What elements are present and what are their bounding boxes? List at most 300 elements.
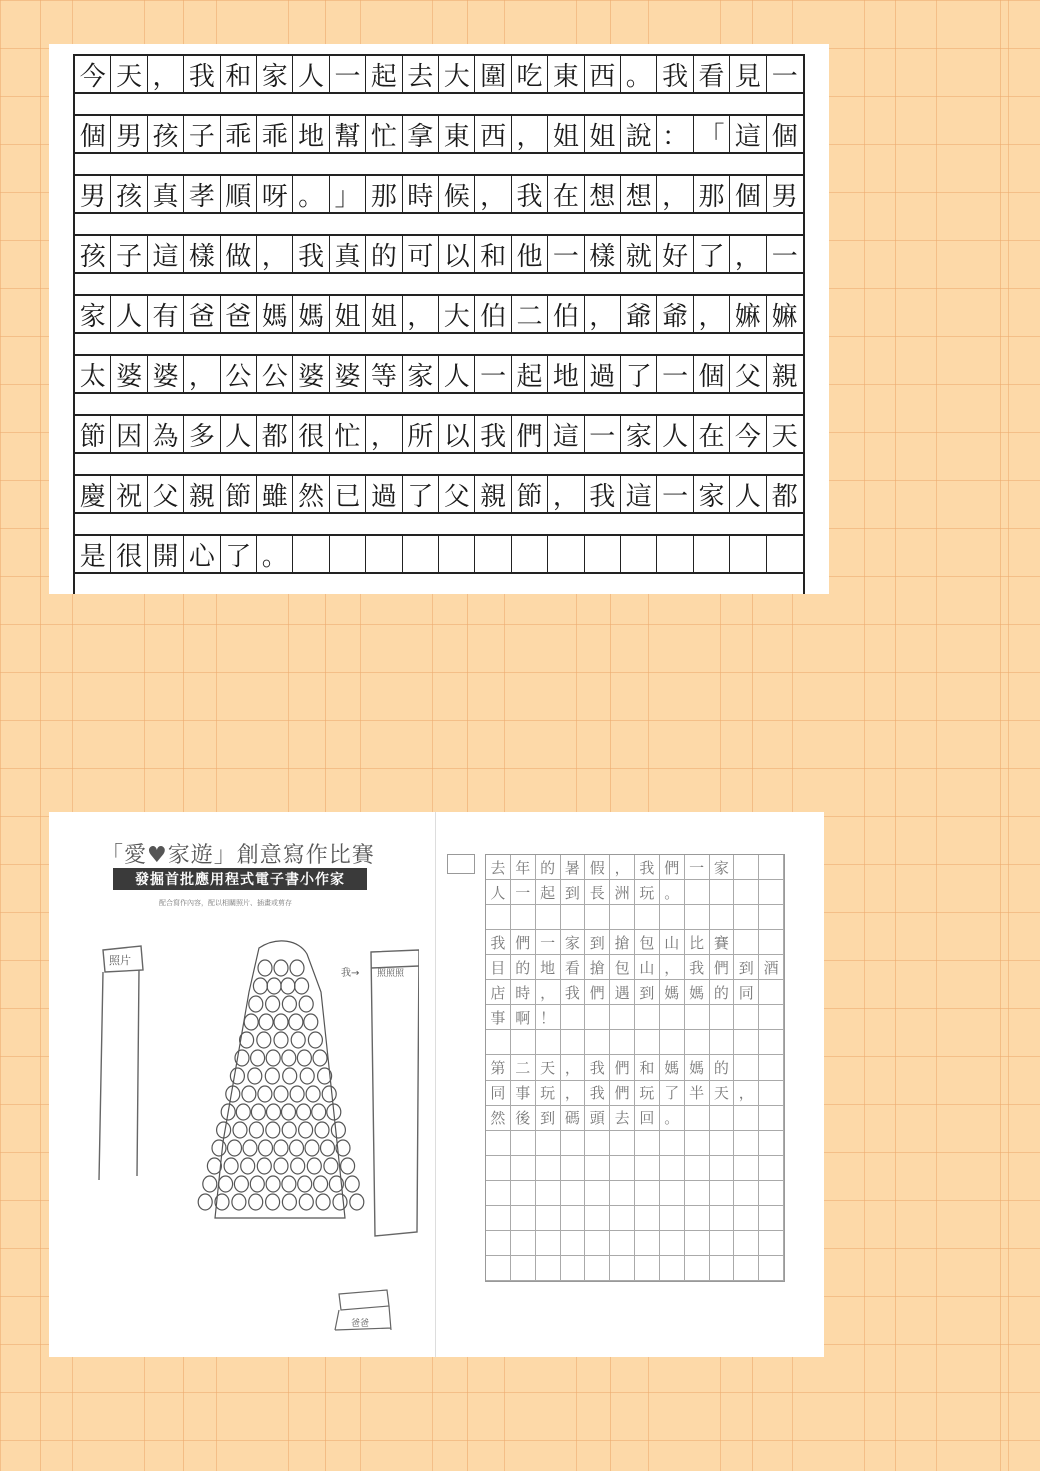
- story-cell: [710, 1106, 735, 1131]
- writing-cell: 人: [293, 56, 329, 92]
- writing-cell: 為: [148, 416, 184, 452]
- writing-cell: 這: [621, 476, 657, 512]
- writing-cell: 大: [439, 56, 475, 92]
- writing-cell: [293, 536, 329, 572]
- bun-shape: [350, 1194, 364, 1210]
- writing-cell: 家: [257, 56, 293, 92]
- story-cell: [585, 1181, 610, 1206]
- writing-cell: 孝: [184, 176, 220, 212]
- story-cell: [685, 880, 710, 905]
- story-cell: [685, 1156, 710, 1181]
- contest-note: 配合寫作內容，配以相關照片、插畫或剪存: [159, 899, 292, 907]
- bun-shape: [306, 1086, 320, 1102]
- writing-cell: ，: [694, 296, 730, 332]
- story-cell: [710, 1005, 735, 1030]
- story-cell: [759, 1181, 784, 1206]
- writing-cell: 看: [694, 56, 730, 92]
- story-cell: [585, 905, 610, 930]
- writing-cell: 忙: [330, 416, 366, 452]
- story-cell: [486, 1256, 511, 1281]
- bun-shape: [289, 1014, 303, 1030]
- story-cell: [734, 905, 759, 930]
- story-cell: 們: [610, 1055, 635, 1080]
- story-cell: 然: [486, 1106, 511, 1131]
- writing-row: [75, 294, 803, 334]
- right-sign-label: 照照照: [377, 969, 405, 979]
- writing-cell: ，: [366, 416, 402, 452]
- bun-shape: [265, 1068, 279, 1084]
- writing-cell: 地: [548, 356, 584, 392]
- bun-shape: [198, 1194, 212, 1210]
- story-cell: ，: [610, 855, 635, 880]
- bun-shape: [345, 1176, 359, 1192]
- writing-cell: 今: [730, 416, 766, 452]
- story-cell: [585, 1156, 610, 1181]
- bun-shape: [266, 1176, 280, 1192]
- bun-shape: [312, 1104, 326, 1120]
- story-cell: 搶: [585, 955, 610, 980]
- story-cell: [660, 1005, 685, 1030]
- bun-shape: [258, 1086, 272, 1102]
- writing-row: [75, 354, 803, 394]
- story-cell: [610, 1181, 635, 1206]
- story-cell: [685, 1256, 710, 1281]
- handwritten-composition-sheet: [49, 44, 829, 594]
- story-cell: [685, 1106, 710, 1131]
- story-cell: 搶: [610, 930, 635, 955]
- stall-label: 爸爸: [351, 1319, 370, 1329]
- story-cell: 媽: [660, 1055, 685, 1080]
- writing-cell: 見: [730, 56, 766, 92]
- story-cell: [734, 1106, 759, 1131]
- writing-cell: 那: [694, 176, 730, 212]
- story-cell: [710, 1256, 735, 1281]
- story-cell: 後: [511, 1106, 536, 1131]
- writing-cell: 個: [771, 121, 798, 152]
- story-cell: [660, 1206, 685, 1231]
- story-cell: [610, 1030, 635, 1055]
- story-cell: [561, 1005, 586, 1030]
- writing-cell: 起: [366, 56, 402, 92]
- bun-shape: [283, 1068, 297, 1084]
- bun-shape: [315, 1122, 329, 1138]
- story-cell: 我: [685, 955, 710, 980]
- right-sign-post: [371, 950, 419, 1236]
- bun-shape: [299, 1194, 313, 1210]
- writing-cell: 一: [771, 241, 798, 272]
- writing-cell: 拿: [403, 116, 439, 152]
- writing-cell: 親: [475, 476, 511, 512]
- story-cell: [585, 1030, 610, 1055]
- writing-cell: 和: [221, 56, 257, 92]
- story-cell: [685, 1131, 710, 1156]
- story-cell: 去: [486, 855, 511, 880]
- writing-cell: 男: [771, 181, 798, 212]
- bun-shape: [224, 1158, 238, 1174]
- writing-cell: 圍: [475, 56, 511, 92]
- writing-cell: 嫲: [771, 301, 798, 332]
- bun-shape: [321, 1140, 335, 1156]
- story-cell: [759, 1030, 784, 1055]
- writing-cell: 媽: [293, 296, 329, 332]
- writing-cell: [330, 536, 366, 572]
- story-cell: 一: [685, 855, 710, 880]
- bun-shape: [257, 1032, 271, 1048]
- writing-cell: 節: [75, 416, 111, 452]
- story-cell: 媽: [685, 980, 710, 1005]
- story-cell: 。: [660, 880, 685, 905]
- writing-cell: [730, 536, 766, 572]
- story-cell: 們: [511, 930, 536, 955]
- story-cell: 事: [511, 1081, 536, 1106]
- story-cell: 的: [710, 1055, 735, 1080]
- bun-shape: [290, 1086, 304, 1102]
- writing-row: [75, 174, 803, 214]
- story-cell: [511, 1131, 536, 1156]
- writing-cell: 孩: [148, 116, 184, 152]
- bun-shape: [266, 1194, 280, 1210]
- left-sign-post: [99, 970, 139, 1180]
- writing-cell: 祝: [111, 476, 147, 512]
- writing-cell: ，: [475, 176, 511, 212]
- story-cell: 長: [585, 880, 610, 905]
- writing-cell: 家: [403, 356, 439, 392]
- writing-cell: 真: [330, 236, 366, 272]
- writing-cell: ，: [403, 296, 439, 332]
- writing-cell: 人: [221, 416, 257, 452]
- writing-cell: 忙: [366, 116, 402, 152]
- writing-cell: 一: [585, 416, 621, 452]
- writing-cell: 。: [293, 176, 329, 212]
- story-cell: 的: [536, 855, 561, 880]
- bun-shape: [314, 1176, 328, 1192]
- story-cell: [536, 1181, 561, 1206]
- story-cell: 人: [486, 880, 511, 905]
- story-cell: [734, 1231, 759, 1256]
- writing-cell: 很: [111, 536, 147, 572]
- bun-shape: [274, 960, 288, 976]
- story-cell: [759, 1231, 784, 1256]
- story-cell: [486, 1156, 511, 1181]
- writing-cell: 們: [512, 416, 548, 452]
- writing-cell: [548, 536, 584, 572]
- writing-cell: 開: [148, 536, 184, 572]
- writing-cell: 爸: [184, 296, 220, 332]
- story-cell: [734, 880, 759, 905]
- writing-cell: 男: [75, 176, 111, 212]
- writing-cell: 吃: [512, 56, 548, 92]
- story-cell: 和: [635, 1055, 660, 1080]
- writing-cell: 說: [621, 116, 657, 152]
- writing-cell: [621, 536, 657, 572]
- story-cell: [610, 1256, 635, 1281]
- story-cell: [610, 1156, 635, 1181]
- writing-cell: [366, 536, 402, 572]
- writing-cell: 了: [221, 536, 257, 572]
- story-cell: 店: [486, 980, 511, 1005]
- writing-cell: 都: [771, 481, 798, 512]
- writing-cell: 我: [512, 176, 548, 212]
- story-cell: 。: [660, 1106, 685, 1131]
- bun-shape: [313, 1050, 327, 1066]
- bun-shape: [282, 996, 296, 1012]
- story-cell: [585, 1256, 610, 1281]
- story-cell: 頭: [585, 1106, 610, 1131]
- story-cell: [635, 1156, 660, 1181]
- writing-cell: 我: [585, 476, 621, 512]
- writing-cell: 樣: [585, 236, 621, 272]
- bun-shape: [282, 1104, 296, 1120]
- bun-shape: [322, 1086, 336, 1102]
- story-cell: [511, 1206, 536, 1231]
- story-cell: 到: [561, 880, 586, 905]
- writing-cell: 婆: [293, 356, 329, 392]
- writing-cell: 人: [111, 296, 147, 332]
- story-cell: [759, 980, 784, 1005]
- bun-shape: [266, 1050, 280, 1066]
- story-cell: 比: [685, 930, 710, 955]
- writing-cell: 爺: [657, 296, 693, 332]
- story-cell: 我: [486, 930, 511, 955]
- writing-cell: 過: [585, 356, 621, 392]
- story-cell: 山: [660, 930, 685, 955]
- writing-cell: 東: [439, 116, 475, 152]
- story-cell: [561, 1156, 586, 1181]
- bun-shape: [257, 1158, 271, 1174]
- story-cell: [561, 1131, 586, 1156]
- writing-cell: 父: [439, 476, 475, 512]
- story-cell: 去: [610, 1106, 635, 1131]
- bun-shape: [304, 1014, 318, 1030]
- writing-cell: 都: [257, 416, 293, 452]
- writing-cell: 樣: [184, 236, 220, 272]
- story-cell: [734, 1256, 759, 1281]
- story-cell: 玩: [635, 1081, 660, 1106]
- writing-cell: 伯: [548, 296, 584, 332]
- corner-box: [447, 854, 475, 874]
- story-cell: [710, 1231, 735, 1256]
- writing-cell: 很: [293, 416, 329, 452]
- writing-cell: 親: [771, 361, 798, 392]
- story-cell: 看: [561, 955, 586, 980]
- writing-cell: 在: [694, 416, 730, 452]
- bun-shape: [299, 1122, 313, 1138]
- writing-cell: ，: [585, 296, 621, 332]
- story-cell: 玩: [635, 880, 660, 905]
- writing-cell: 這: [730, 116, 766, 152]
- writing-cell: 想: [621, 176, 657, 212]
- writing-cell: 慶: [75, 476, 111, 512]
- story-cell: [660, 1181, 685, 1206]
- writing-cell: 天: [771, 421, 798, 452]
- writing-cell: [475, 536, 511, 572]
- story-cell: 假: [585, 855, 610, 880]
- story-cell: 酒: [759, 955, 784, 980]
- page-fold: [435, 812, 436, 1357]
- bun-shape: [244, 1014, 258, 1030]
- story-cell: [511, 1231, 536, 1256]
- bun-shape: [333, 1194, 347, 1210]
- story-cell: [759, 1156, 784, 1181]
- bun-shape: [248, 1068, 262, 1084]
- story-cell: [585, 1231, 610, 1256]
- bun-shape: [290, 960, 304, 976]
- writing-cell: 和: [475, 236, 511, 272]
- bun-shape: [232, 1194, 246, 1210]
- writing-cell: 因: [111, 416, 147, 452]
- bun-shape: [236, 1104, 250, 1120]
- story-cell: [561, 1030, 586, 1055]
- bun-shape: [203, 1176, 217, 1192]
- story-cell: ，: [536, 980, 561, 1005]
- story-cell: [486, 1231, 511, 1256]
- story-cell: 了: [660, 1081, 685, 1106]
- story-cell: [536, 1131, 561, 1156]
- story-cell: [685, 1030, 710, 1055]
- writing-cell: 西: [475, 116, 511, 152]
- story-cell: [734, 1030, 759, 1055]
- bun-shape: [274, 1086, 288, 1102]
- right-sign-arrow: 我→: [341, 968, 360, 979]
- story-cell: 天: [710, 1081, 735, 1106]
- bun-shape: [331, 1122, 345, 1138]
- writing-cell: 爺: [621, 296, 657, 332]
- writing-cell: 我: [293, 236, 329, 272]
- story-cell: [635, 1206, 660, 1231]
- bun-shape: [298, 1176, 312, 1192]
- story-cell: ，: [734, 1081, 759, 1106]
- story-cell: [635, 1131, 660, 1156]
- story-cell: [759, 930, 784, 955]
- story-cell: [486, 1206, 511, 1231]
- story-cell: [759, 1005, 784, 1030]
- writing-cell: 。: [621, 56, 657, 92]
- story-cell: 目: [486, 955, 511, 980]
- writing-row: [75, 474, 803, 514]
- writing-cell: 所: [403, 416, 439, 452]
- writing-cell: 我: [657, 56, 693, 92]
- writing-cell: 個: [730, 176, 766, 212]
- writing-cell: 可: [403, 236, 439, 272]
- writing-cell: 婆: [111, 356, 147, 392]
- writing-cell: 父: [148, 476, 184, 512]
- writing-cell: [439, 536, 475, 572]
- bun-shape: [242, 1086, 256, 1102]
- writing-cell: 公: [221, 356, 257, 392]
- story-cell: [585, 1005, 610, 1030]
- bun-shape: [274, 1140, 288, 1156]
- story-cell: [610, 1206, 635, 1231]
- writing-cell: 一: [657, 476, 693, 512]
- story-cell: 玩: [536, 1081, 561, 1106]
- story-cell: [734, 855, 759, 880]
- writing-cell: 姐: [548, 116, 584, 152]
- story-cell: [734, 1131, 759, 1156]
- story-cell: [635, 905, 660, 930]
- writing-cell: 以: [439, 236, 475, 272]
- story-cell: [561, 1206, 586, 1231]
- bun-shape: [243, 1140, 257, 1156]
- writing-cell: [694, 536, 730, 572]
- bun-shape: [267, 1104, 281, 1120]
- story-cell: 同: [486, 1081, 511, 1106]
- writing-cell: 孩: [75, 236, 111, 272]
- bun-shape: [291, 1158, 305, 1174]
- story-cell: [561, 1181, 586, 1206]
- story-cell: 啊: [511, 1005, 536, 1030]
- story-cell: 碼: [561, 1106, 586, 1131]
- writing-cell: 去: [403, 56, 439, 92]
- writing-cell: 呀: [257, 176, 293, 212]
- story-cell: [511, 1256, 536, 1281]
- story-cell: [635, 1256, 660, 1281]
- bun-shape: [307, 1158, 321, 1174]
- writing-cell: 順: [221, 176, 257, 212]
- story-cell: [759, 1106, 784, 1131]
- story-grid: [485, 854, 785, 1282]
- story-cell: 暑: [561, 855, 586, 880]
- contest-title: 「愛♥家遊」創意寫作比賽: [101, 843, 375, 868]
- writing-cell: 節: [221, 476, 257, 512]
- writing-cell: 真: [148, 176, 184, 212]
- writing-cell: 個: [694, 356, 730, 392]
- writing-cell: 了: [403, 476, 439, 512]
- bun-shape: [233, 1122, 247, 1138]
- bun-shape: [282, 1176, 296, 1192]
- writing-cell: 做: [221, 236, 257, 272]
- writing-cell: 一: [475, 356, 511, 392]
- story-cell: [486, 1030, 511, 1055]
- writing-cell: 婆: [148, 356, 184, 392]
- writing-cell: 太: [75, 356, 111, 392]
- writing-row: [75, 534, 803, 574]
- bun-shape: [212, 1140, 226, 1156]
- story-cell: [759, 1131, 784, 1156]
- writing-cell: 父: [730, 356, 766, 392]
- bun-shape: [316, 1194, 330, 1210]
- writing-cell: 人: [439, 356, 475, 392]
- bun-shape: [305, 1140, 319, 1156]
- bun-shape: [308, 1032, 322, 1048]
- bun-tower-drawing: [198, 941, 364, 1218]
- writing-cell: 多: [184, 416, 220, 452]
- story-cell: [561, 1231, 586, 1256]
- story-cell: 家: [561, 930, 586, 955]
- writing-cell: ，: [184, 356, 220, 392]
- story-cell: 事: [486, 1005, 511, 1030]
- story-cell: [635, 1005, 660, 1030]
- writing-cell: 爸: [221, 296, 257, 332]
- bun-shape: [240, 1032, 254, 1048]
- writing-cell: 姐: [366, 296, 402, 332]
- writing-cell: [585, 536, 621, 572]
- bun-shape: [295, 978, 309, 994]
- story-cell: [685, 1181, 710, 1206]
- story-cell: 們: [710, 955, 735, 980]
- bun-shape: [234, 1176, 248, 1192]
- story-cell: 到: [734, 955, 759, 980]
- bun-shape: [253, 978, 267, 994]
- writing-cell: 一: [657, 356, 693, 392]
- bun-shape: [228, 1140, 242, 1156]
- story-cell: [759, 1055, 784, 1080]
- story-cell: [511, 1030, 536, 1055]
- story-cell: 包: [635, 930, 660, 955]
- writing-cell: 人: [730, 476, 766, 512]
- writing-cell: 這: [548, 416, 584, 452]
- story-cell: [610, 1231, 635, 1256]
- story-cell: 媽: [660, 980, 685, 1005]
